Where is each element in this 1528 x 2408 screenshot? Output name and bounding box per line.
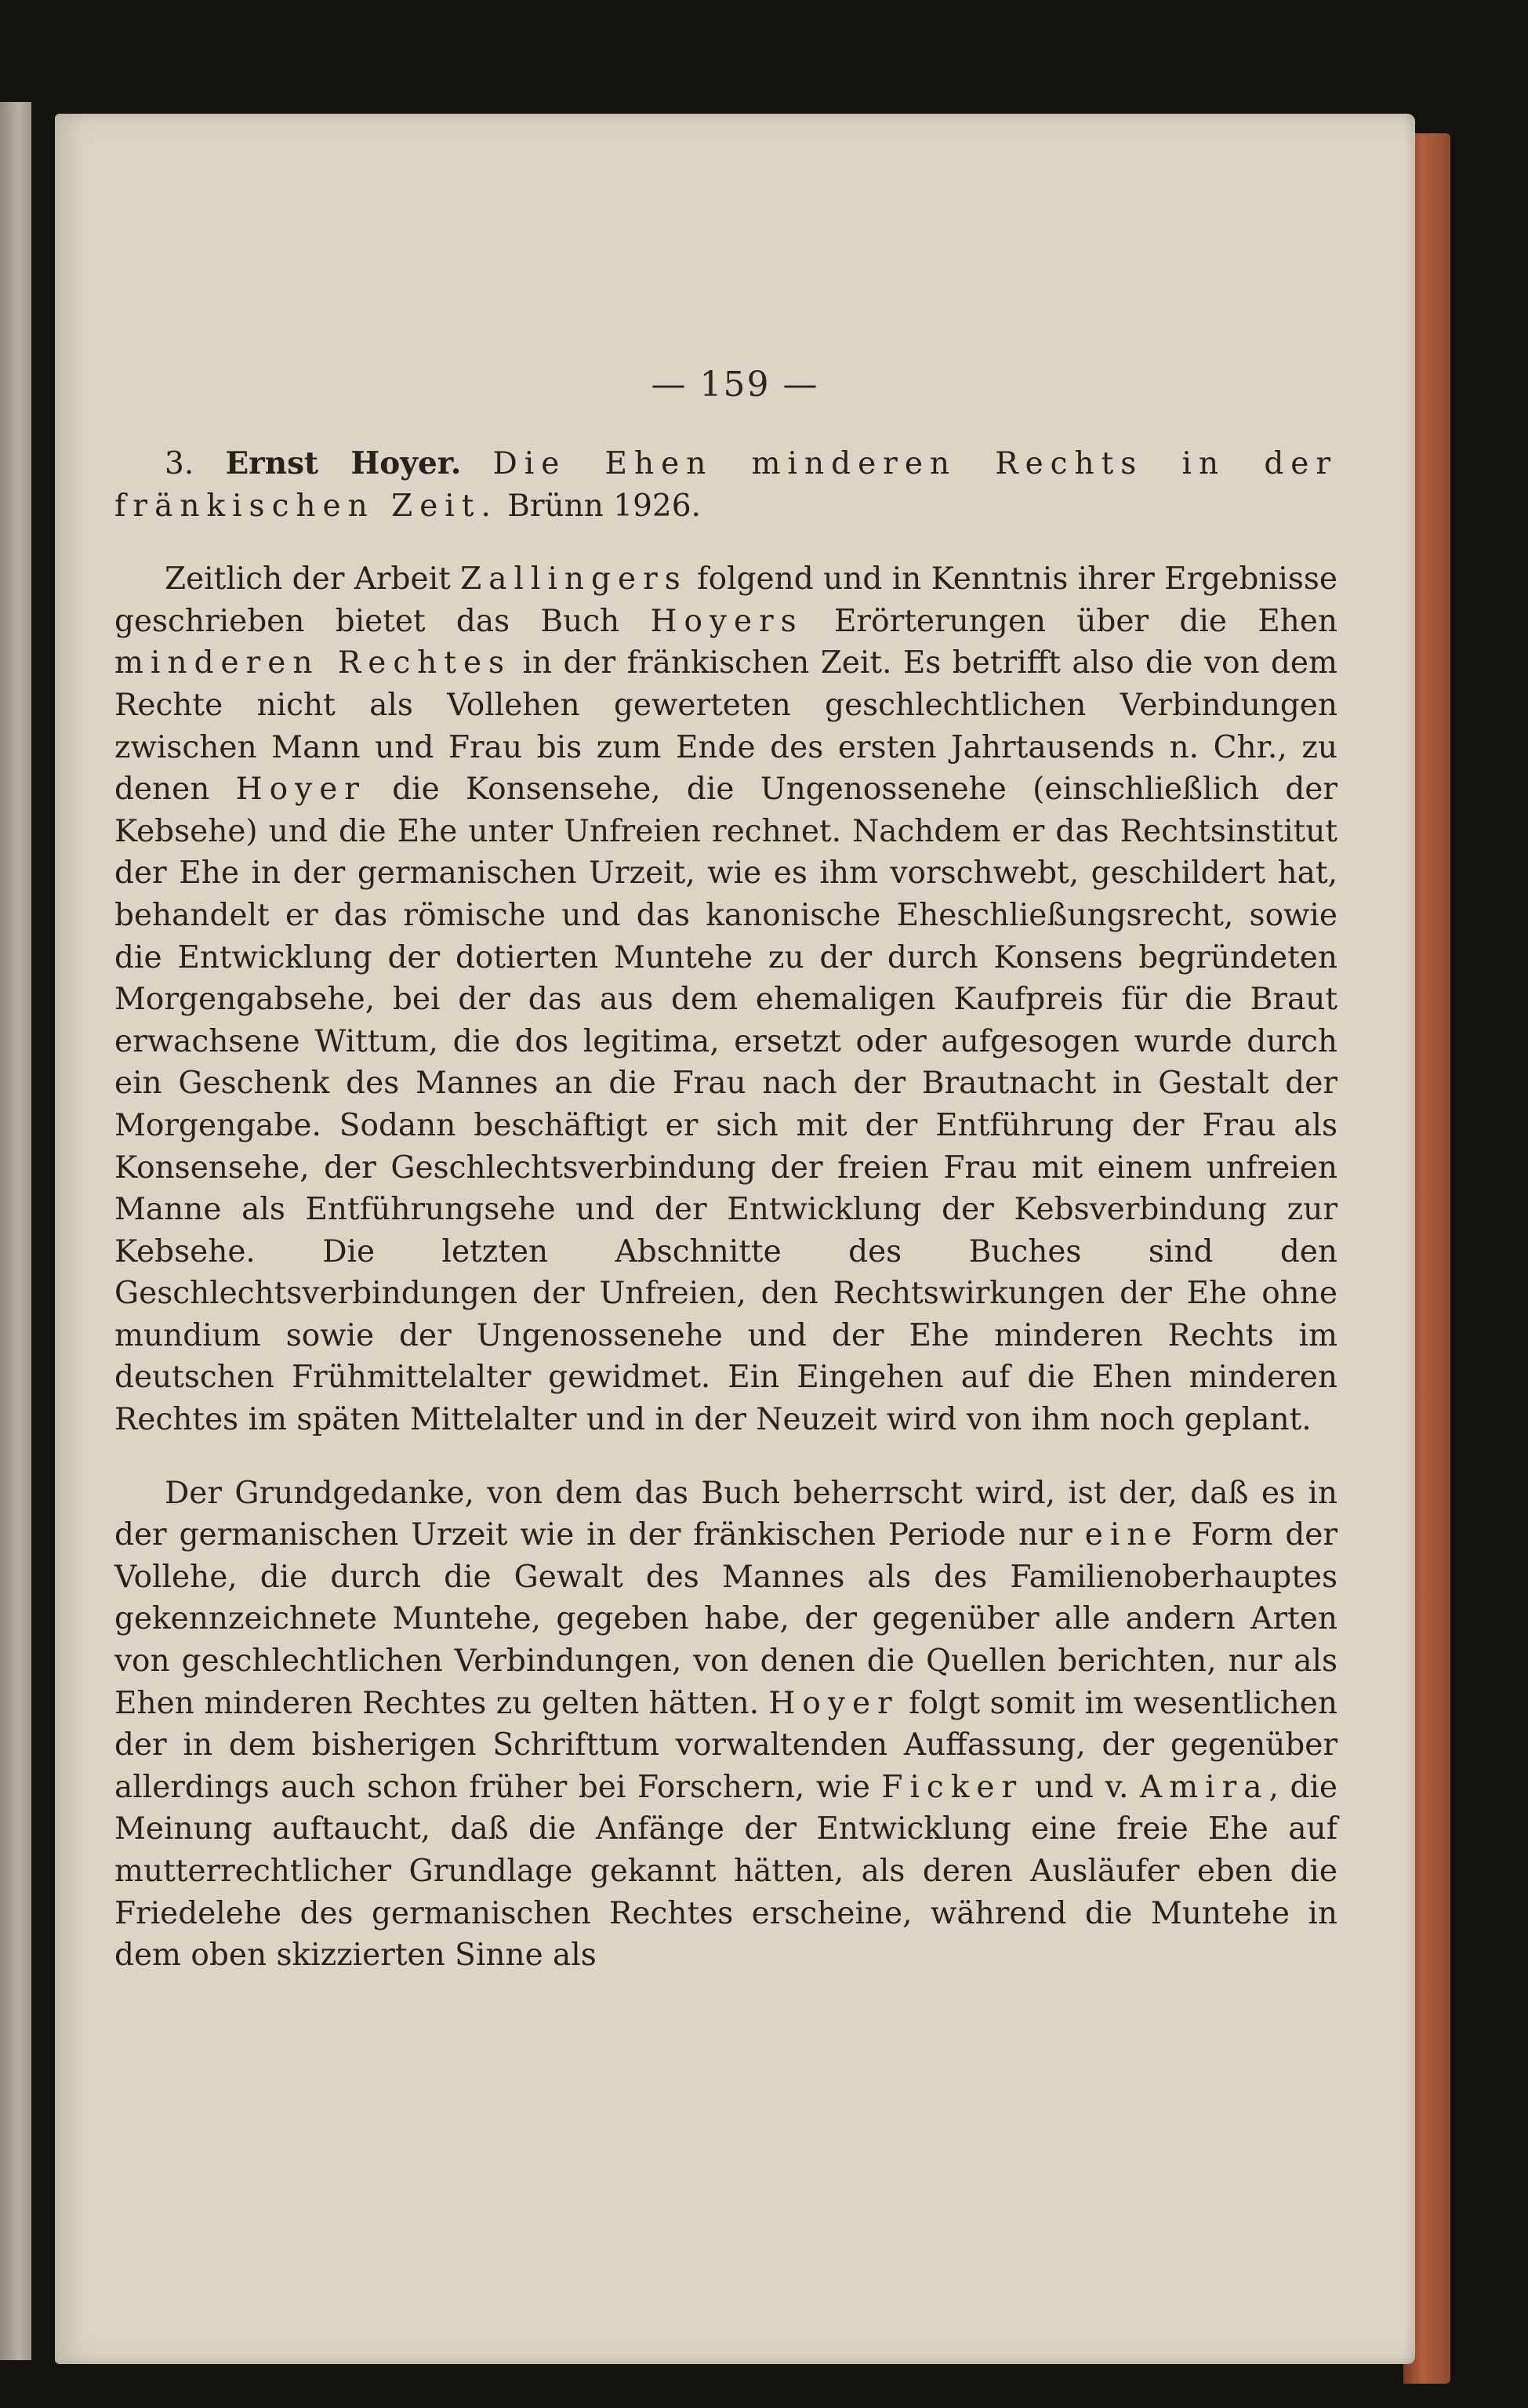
author-name-spaced: Hoyers	[650, 603, 804, 639]
page-number: — 159 —	[651, 365, 819, 405]
entry-number: 3.	[165, 446, 194, 481]
emphasis-spaced: minderen Rechtes	[114, 645, 512, 681]
emphasis-spaced: eine	[1084, 1517, 1179, 1553]
text-block	[114, 443, 1337, 1977]
text-segment: und v.	[1023, 1769, 1140, 1805]
author-name-spaced: Hoyer	[768, 1685, 899, 1721]
entry-author: Ernst Hoyer.	[225, 445, 462, 481]
book-page	[55, 114, 1415, 2364]
text-segment: in der fränkischen Zeit. Es betrifft also die von dem Rechte nicht als Vollehen gewerteten geschlechtlichen Verbindungen zwischen Mann und Frau bis zum Ende des ersten Jahrtausends n. Chr., zu denen	[114, 645, 1337, 808]
author-name-spaced: Hoyer	[235, 772, 366, 808]
text-segment: folgend und in Kenntnis ihrer Ergebnisse geschrieben bietet das Buch	[114, 561, 1337, 639]
author-name-spaced: Amira	[1139, 1769, 1269, 1805]
bibliography-entry	[114, 443, 1337, 527]
text-segment: , die Meinung auftaucht, daß die Anfänge der Entwicklung eine freie Ehe auf mutterrechtlicher Grundlage gekannt hätten, als deren Ausläufer eben die Friedelehe des germanischen Rechtes erscheine, während die Muntehe in dem oben skizzierten Sinne als	[114, 1769, 1338, 1974]
entry-place-year: Brünn 1926.	[507, 488, 701, 524]
text-segment: die Konsensehe, die Ungenossenehe (einschließlich der Kebsehe) und die Ehe unter Unfreien rechnet. Nachdem er das Rechtsinstitut der Ehe in der germanischen Urzeit, wie es ihm vorschwebt, geschildert hat, behandelt er das römische und das kanonische Eheschließungsrecht, sowie die Entwicklung der dotierten Muntehe zu der durch Konsens begründeten Morgengabsehe, bei der das aus dem ehemaligen Kaufpreis für die Braut erwachsene Wittum, die dos legitima, ersetzt oder aufgesogen wurde durch ein Geschenk des Mannes an die Frau nach der Brautnacht in Gestalt der Morgengabe. Sodann beschäftigt er sich mit der Entführung der Frau als Konsensehe, der Geschlechtsverbindung der freien Frau mit einem unfreien Manne als Entführungsehe und der Entwicklung der Kebsverbindung zur Kebsehe. Die letzten Abschnitte des Buches sind den Geschlechtsverbindungen der Unfreien, den Rechtswirkungen der Ehe ohne mundium sowie der Ungenossenehe und der Ehe minderen Rechts im deutschen Frühmittelalter gewidmet. Ein Eingehen auf die Ehen minderen Rechtes im späten Mittelalter und in der Neuzeit wird von ihm noch geplant.	[114, 772, 1338, 1438]
paragraph-1	[114, 558, 1337, 1440]
text-segment: Erörterungen über die Ehen	[803, 603, 1337, 639]
paragraph-2	[114, 1473, 1337, 1977]
text-segment: folgt somit im wesentlichen der in dem bisherigen Schrifttum vorwaltenden Auffassung, der gegenüber allerdings auch schon früher bei Forschern, wie	[114, 1685, 1337, 1805]
author-name-spaced: Zallingers	[460, 561, 688, 597]
author-name-spaced: Ficker	[881, 1769, 1024, 1805]
text-segment: Der Grundgedanke, von dem das Buch beherrscht wird, ist der, daß es in der germanischen Urzeit wie in der fränkischen Periode nur	[114, 1475, 1337, 1553]
text-segment: Form der Vollehe, die durch die Gewalt des Mannes als des Familienoberhauptes gekennzeichnete Muntehe, gegeben habe, der gegenüber alle andern Arten von geschlechtlichen Verbindungen, von denen die Quellen berichten, nur als Ehen minderen Rechtes zu gelten hätten.	[114, 1517, 1338, 1721]
facing-page-edge	[0, 102, 31, 2360]
text-segment: Zeitlich der Arbeit	[165, 561, 461, 597]
entry-title: Die Ehen minderen Rechts in der fränkischen Zeit.	[114, 446, 1338, 524]
